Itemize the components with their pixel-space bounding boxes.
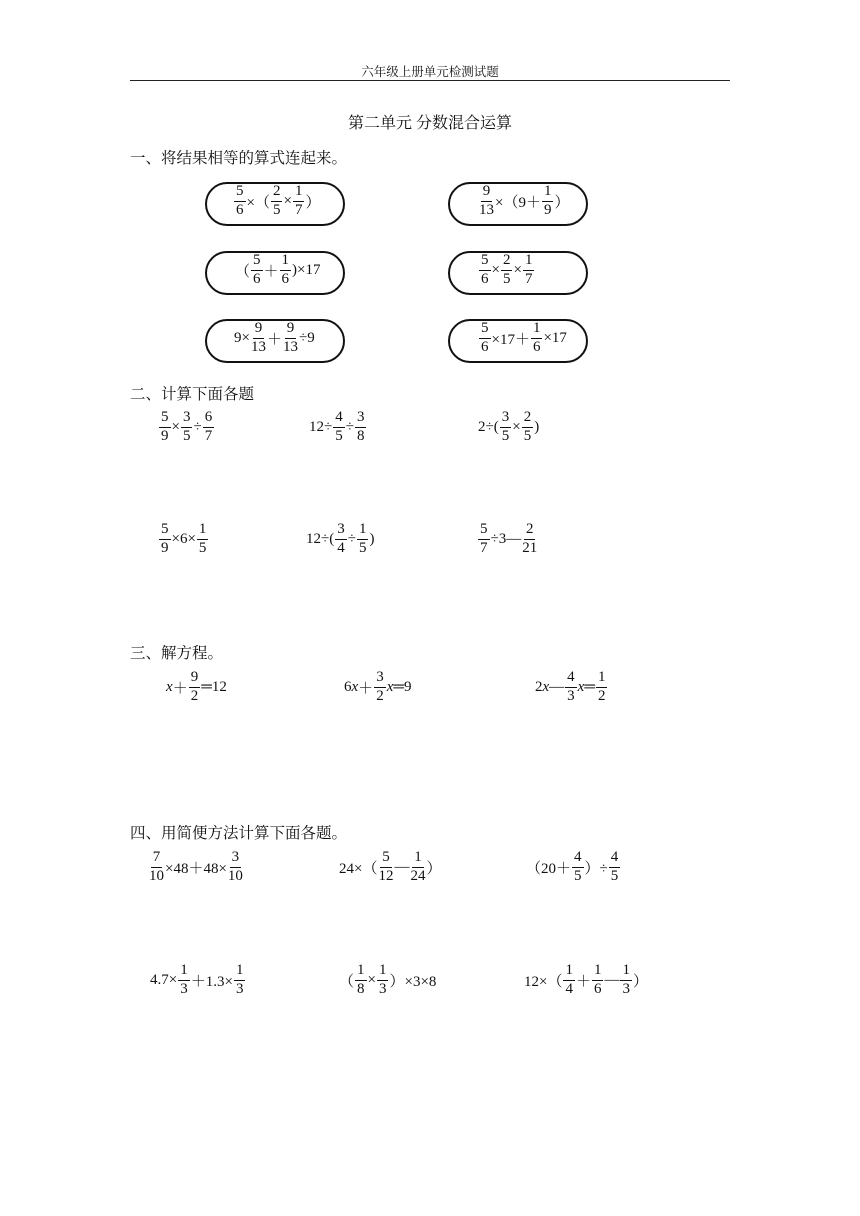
simple-calc-4: 4.7× $\frac{1}{3}$ ＋1.3× $\frac{1}{3}$: [150, 962, 244, 997]
calc-problem-5: 12÷( $\frac{3}{4}$ ÷ $\frac{1}{5}$ ): [306, 521, 375, 556]
expr-match-right-2: $\frac{5}{6}$ × $\frac{2}{5}$ × $\frac{1}{7}$: [481, 252, 533, 287]
expr-match-left-2: （ 5 6 ＋ 1 6 )×17: [235, 252, 321, 287]
simple-calc-3: （20＋ 4 5 ）÷ $\frac{4}{5}$: [526, 849, 619, 884]
simple-calc-6: 12×（ 1 4 ＋ 1 6 — 1 3 ）: [524, 962, 648, 997]
equation-1: x ＋ 9 2 ═12: [166, 669, 227, 704]
calc-problem-3: 2÷( $\frac{3}{5}$ × $\frac{2}{5}$ ): [478, 409, 540, 444]
simple-calc-2: 24×（ 5 12 — 1 24 ）: [339, 849, 442, 884]
calc-problem-6: $\frac{5}{7}$ ÷3— 2 21: [480, 521, 538, 556]
simple-calc-1: $\frac{7}{10}$ ×48＋48× $\frac{3}{10}$: [149, 849, 243, 884]
section-3-heading: 三、解方程。: [130, 645, 224, 662]
equation-2: 6 x ＋ 3 2 x ═9: [344, 669, 412, 704]
section-1-heading: 一、将结果相等的算式连起来。: [130, 150, 348, 167]
equation-3: 2 x — 4 3 x ═ 1 2: [535, 669, 606, 704]
expr-match-right-3: $\frac{5}{6}$ ×17＋ $\frac{1}{6}$ ×17: [481, 320, 567, 355]
calc-problem-2: 12÷ $\frac{4}{5}$ ÷ $\frac{3}{8}$: [309, 409, 365, 444]
section-4-heading: 四、用简便方法计算下面各题。: [130, 825, 348, 842]
page-header: 六年级上册单元检测试题: [361, 65, 499, 79]
simple-calc-5: （ $\frac{1}{8}$ × $\frac{1}{3}$ ）×3×8: [339, 962, 437, 997]
section-2-heading: 二、计算下面各题: [130, 386, 255, 403]
calc-problem-4: $\frac{5}{9}$ ×6× $\frac{1}{5}$: [161, 521, 207, 556]
unit-title: 第二单元 分数混合运算: [347, 115, 512, 132]
expr-match-left-3: 9× $\frac{9}{13}$ ＋ $\frac{9}{13}$ ÷9: [234, 320, 315, 355]
header-rule: [130, 80, 730, 81]
calc-problem-1: $\frac{5}{9}$ × $\frac{3}{5}$ ÷ $\frac{6}{7}$: [161, 409, 213, 444]
expr-match-left-1: $\frac{5}{6}$ ×（ $\frac{2}{5}$ × $\frac{1}{7}$ ）: [236, 183, 321, 218]
expr-match-right-1: $\frac{9}{13}$ ×（9＋ 1 9 ）: [479, 183, 570, 218]
